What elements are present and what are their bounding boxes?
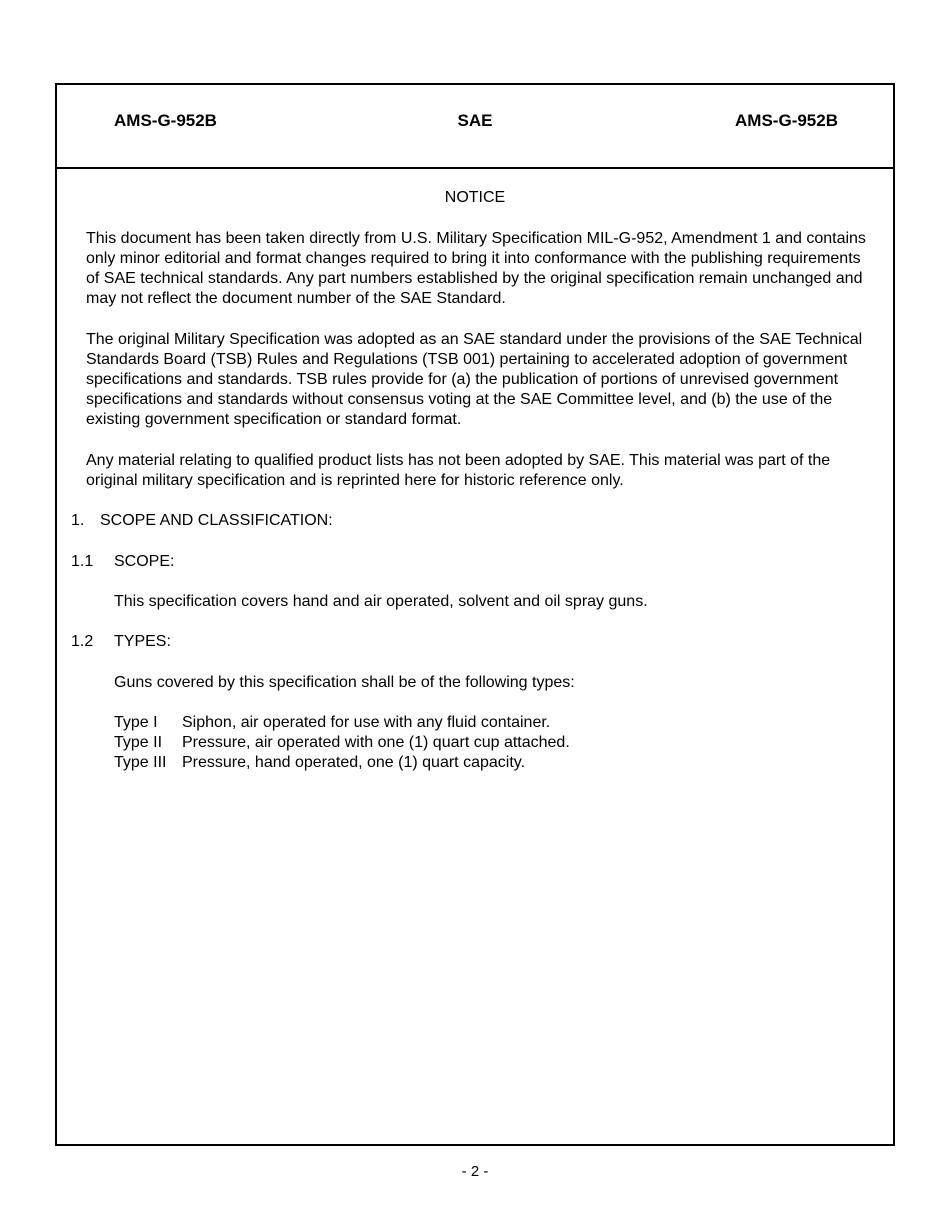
type-row bbox=[114, 713, 874, 733]
scope-text: This specification covers hand and air operated, solvent and oil spray guns. bbox=[114, 593, 648, 610]
section-title: SCOPE: bbox=[114, 553, 175, 570]
type-row bbox=[114, 733, 874, 753]
type-description: Pressure, hand operated, one (1) quart capacity. bbox=[182, 754, 526, 771]
section-number: 1. bbox=[71, 512, 85, 529]
type-label: Type II bbox=[114, 734, 163, 751]
header-org: SAE bbox=[457, 111, 493, 130]
section-title: SCOPE AND CLASSIFICATION: bbox=[100, 512, 333, 529]
document-header bbox=[57, 85, 893, 169]
header-doc-number-right: AMS-G-952B bbox=[735, 111, 838, 130]
page-frame bbox=[55, 83, 895, 1146]
type-label: Type III bbox=[114, 754, 167, 771]
section-number: 1.2 bbox=[71, 633, 94, 650]
section-number: 1.1 bbox=[71, 553, 94, 570]
type-row bbox=[114, 753, 874, 773]
type-label: Type I bbox=[114, 714, 158, 731]
types-intro: Guns covered by this specification shall be of the following types: bbox=[114, 674, 575, 691]
type-description: Pressure, air operated with one (1) quart cup attached. bbox=[182, 734, 570, 751]
header-doc-number-left: AMS-G-952B bbox=[114, 111, 217, 130]
notice-title: NOTICE bbox=[444, 189, 506, 206]
notice-paragraph: This document has been taken directly from U.S. Military Specification MIL-G-952, Amendment 1 and contains only minor editorial and format changes required to bring it into conformance with the publishing requirements of SAE technical standards. Any part numbers established by the original specification remain unchanged and may not reflect the document number of the SAE Standard. bbox=[86, 230, 866, 307]
notice-paragraph: Any material relating to qualified product lists has not been adopted by SAE. This material was part of the original military specification and is reprinted here for historic reference only. bbox=[86, 452, 831, 489]
notice-paragraph: The original Military Specification was adopted as an SAE standard under the provisions of the SAE Technical Standards Board (TSB) Rules and Regulations (TSB 001) pertaining to accelerated adoption of government specifications and standards. TSB rules provide for (a) the publication of portions of unrevised government specifications and standards without consensus voting at the SAE Committee level, and (b) the use of the existing government specification or standard format. bbox=[86, 331, 863, 428]
page-number: - 2 - bbox=[461, 1163, 489, 1180]
section-title: TYPES: bbox=[114, 633, 171, 650]
type-description: Siphon, air operated for use with any fluid container. bbox=[182, 714, 551, 731]
